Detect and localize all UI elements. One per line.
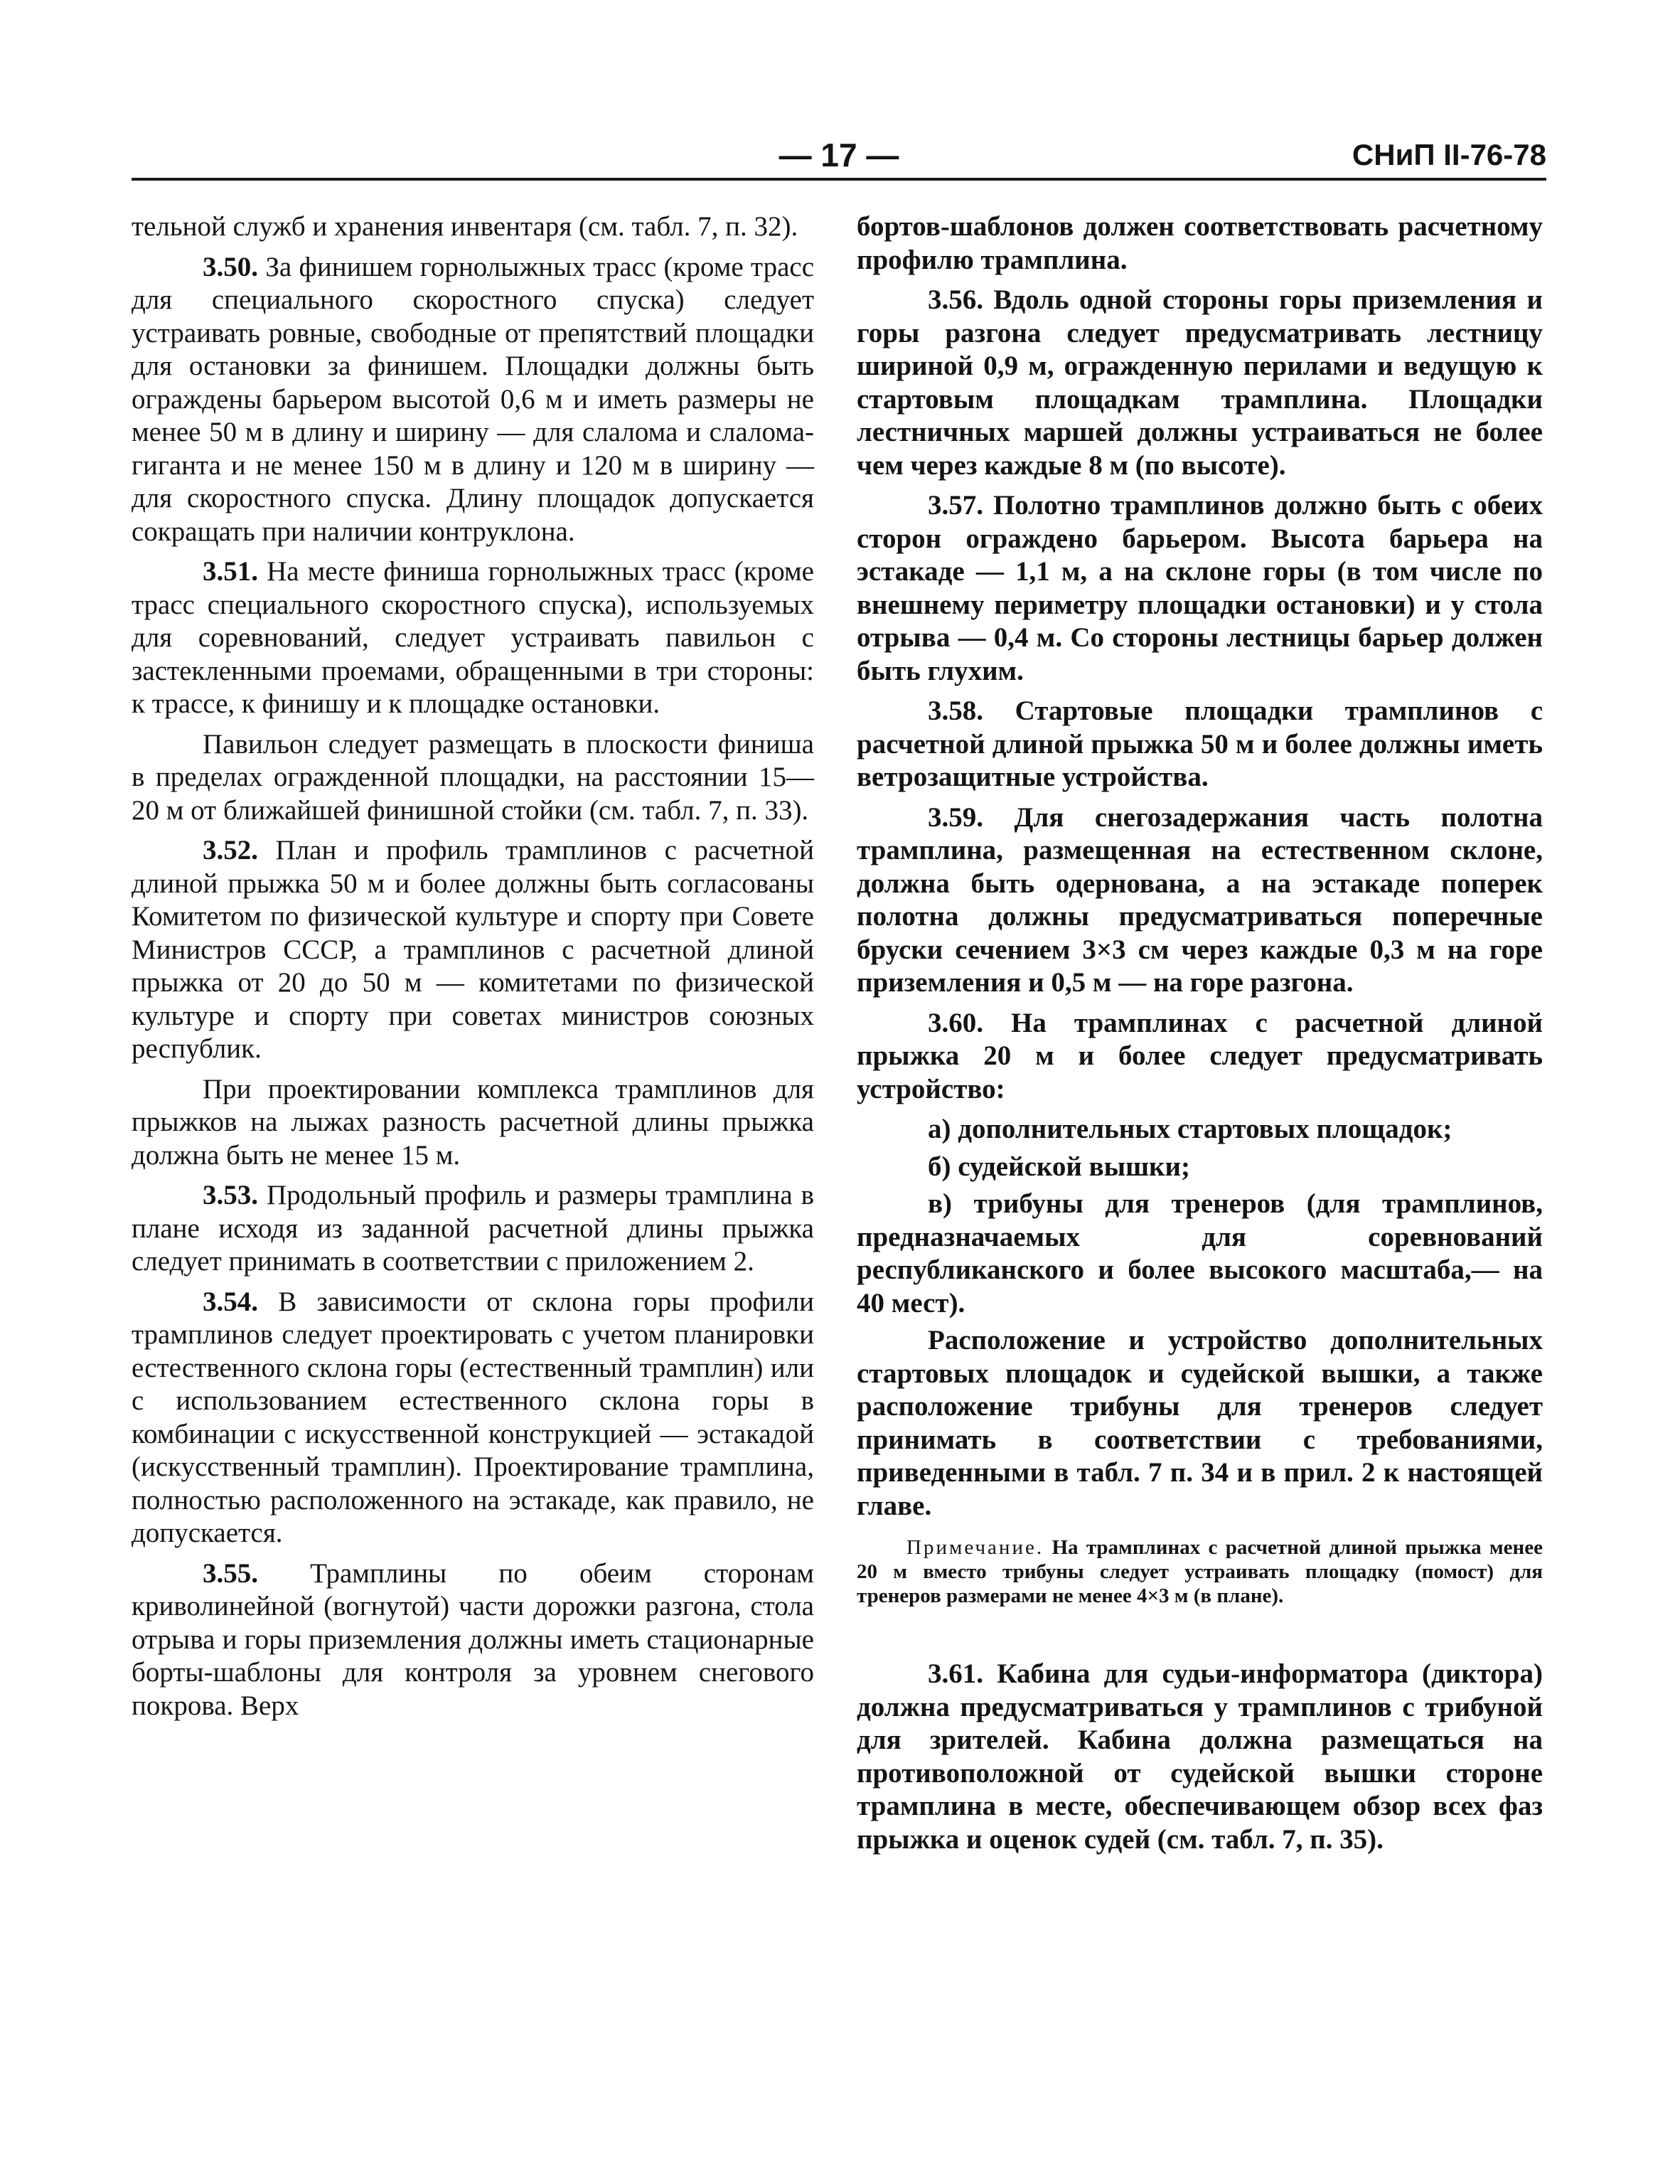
clause-3-57: 3.57. Полотно трамплинов должно быть с обеих сторон ограждено барьером. Высота барьера на эстакаде — 1,1 м, а на склоне горы (в том числе по внешнему периметру площадки остановки) и у стола отрыва — 0,4 м. Со стороны лестницы барьер должен быть глухим. [857,490,1543,686]
clause-3-56: 3.56. Вдоль одной стороны горы приземления и горы разгона следует предусматривать лестницу шириной 0,9 м, огражденную перилами и ведущую к стартовым площадкам трамплина. Площадки лестничных маршей должны устраиваться не более чем через каждые 8 м (по высоте). [857,284,1543,481]
clause-3-58: 3.58. Стартовые площадки трамплинов с расчетной длиной прыжка 50 м и более должны иметь ветрозащитные устройства. [857,696,1543,792]
right-column [857,211,1543,1863]
paragraph: тельной служб и хранения инвентаря (см. табл. 7, п. 32). [132,211,798,242]
clause-3-52: 3.52. План и профиль трамплинов с расчетной длиной прыжка 50 м и более должны быть согласованы Комитетом по физической культуре и спорту при Совете Министров СССР, а трамплинов с расчетной длиной прыжка от 20 до 50 м — комитетами по физической культуре и спорту при советах министров союзных республик. [132,835,814,1064]
page-number: — 17 — [779,137,899,174]
clause-3-59: 3.59. Для снегозадержания часть полотна трамплина, размещенная на естественном склоне, должна быть одернована, а на эстакаде поперек полотна должны предусматриваться поперечные бруски сечением 3×3 см через каждые 0,3 м на горе приземления и 0,5 м — на горе разгона. [857,801,1543,998]
paragraph: бортов-шаблонов должен соответствовать расчетному профилю трамплина. [857,211,1543,275]
document-code: СНиП II-76-78 [1352,138,1546,171]
clause-3-54: 3.54. В зависимости от склона горы профили трамплинов следует проектировать с учетом планировки естественного склона горы (естественный трамплин) или с использованием естественного склона горы в комбинации с искусственной конструкцией — эстакадой (искусственный трамплин). Проектирование трамплина, полностью расположенного на эстакаде, как правило, не допускается. [132,1286,815,1548]
clause-3-53: 3.53. Продольный профиль и размеры трамплина в плане исходя из заданной расчетной длины прыжка следует принимать в соответствии с приложением 2. [132,1180,814,1277]
paragraph: Расположение и устройство дополнительных стартовых площадок и судейской вышки, а также расположение трибуны для тренеров следует принимать в соответствии с требованиями, приведенными в табл. 7 п. 34 и в прил. 2 к настоящей главе. [857,1325,1543,1521]
page-header [132,135,1546,178]
clause-3-55: 3.55. Трамплины по обеим сторонам криволинейной (вогнутой) части дорожки разгона, стола отрыва и горы приземления должны иметь стационарные борты-шаблоны для контроля за уровнем снегового покрова. Верх [132,1557,814,1721]
note-label: Примечание. [906,1536,1044,1559]
clause-3-61: 3.61. Кабина для судьи-информатора (диктора) должна предусматриваться у трамплинов с трибуной для зрителей. Кабина должна размещаться на противоположной от судейской вышки стороне трамплина в месте, обеспечивающем обзор всех фаз прыжка и оценок судей (см. табл. 7, п. 35). [857,1658,1543,1855]
paragraph: При проектировании комплекса трамплинов для прыжков на лыжах разность расчетной длины прыжка должна быть не менее 15 м. [132,1073,814,1171]
list-item: в) трибуны для тренеров (для трамплинов, предназначаемых для соревнований республиканского и более высокого масштаба,— на 40 мест). [857,1188,1543,1319]
clause-3-50: 3.50. За финишем горнолыжных трасс (кроме трасс для специального скоростного спуска) следует устраивать ровные, свободные от препятствий площадки для остановки за финишем. Площадки должны быть ограждены барьером высотой 0,6 м и иметь размеры не менее 50 м в длину и ширину — для слалома и слалома-гиганта и не менее 150 м в длину и 120 м в ширину — для скоростного спуска. Длину площадок допускается сокращать при наличии контруклона. [132,251,815,547]
clause-3-60: 3.60. На трамплинах с расчетной длиной прыжка 20 м и более следует предусматривать устройство: [857,1007,1543,1104]
list-item: а) дополнительных стартовых площадок; [928,1114,1452,1144]
left-column [132,211,814,1730]
list-item: б) судейской вышки; [928,1151,1190,1182]
note: Примечание. На трамплинах с расчетной длиной прыжка менее 20 м вместо трибуны следует устраивать площадку (помост) для тренеров размерами не менее 4×3 м (в плане). [857,1536,1543,1607]
clause-3-51: 3.51. На месте финиша горнолыжных трасс (кроме трасс специального скоростного спуска), используемых для соревнований, следует устраивать павильон с застекленными проемами, обращенными в три стороны: к трассе, к финишу и к площадке остановки. [132,556,814,719]
header-divider [132,178,1546,181]
paragraph: Павильон следует размещать в плоскости финиша в пределах огражденной площадки, на расстоянии 15—20 м от ближайшей финишной стойки (см. табл. 7, п. 33). [132,728,814,826]
